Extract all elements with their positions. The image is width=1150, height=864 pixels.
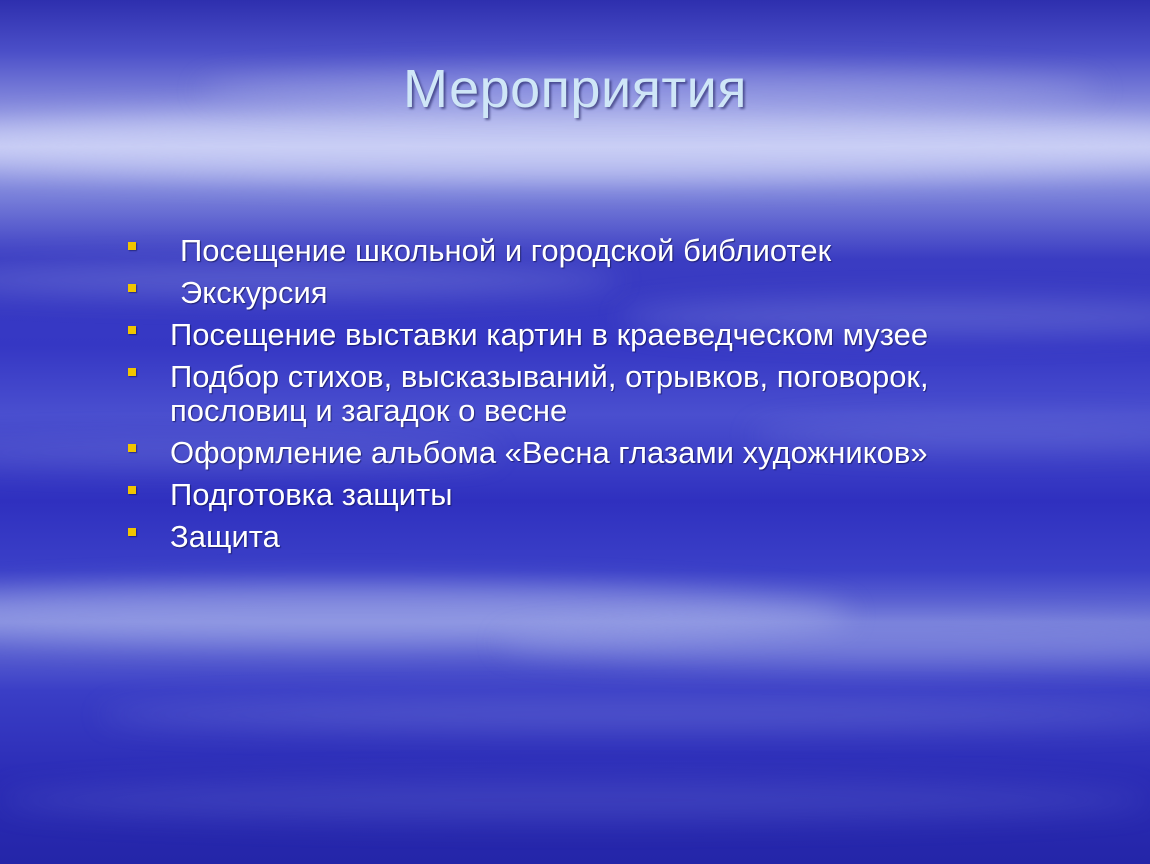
list-item: [128, 318, 1068, 352]
list-item-text: Посещение школьной и городской библиотек: [180, 233, 832, 268]
cloud-streak: [0, 780, 1150, 820]
list-item-text: Экскурсия: [180, 275, 328, 310]
list-item-text: Посещение выставки картин в краеведческом музее: [170, 317, 929, 352]
list-item: [128, 478, 1068, 512]
list-item: [128, 436, 1068, 470]
square-bullet-icon: [128, 326, 136, 334]
square-bullet-icon: [128, 444, 136, 452]
square-bullet-icon: [128, 528, 136, 536]
square-bullet-icon: [128, 284, 136, 292]
list-item-text: Подбор стихов, высказываний, отрывков, поговорок, пословиц и загадок о весне: [170, 359, 929, 428]
square-bullet-icon: [128, 242, 136, 250]
list-item-text: Подготовка защиты: [170, 477, 453, 512]
list-item: [128, 360, 1068, 428]
list-item: [128, 234, 1068, 268]
list-item: [128, 520, 1068, 554]
square-bullet-icon: [128, 486, 136, 494]
bullet-list: [128, 234, 1068, 562]
list-item: [128, 276, 1068, 310]
slide-title: Мероприятия: [402, 59, 747, 119]
list-item-text: Оформление альбома «Весна глазами художников»: [170, 435, 928, 470]
cloud-streak: [100, 700, 1150, 730]
list-item-text: Защита: [170, 519, 280, 554]
square-bullet-icon: [128, 368, 136, 376]
cloud-streak: [0, 110, 1150, 180]
